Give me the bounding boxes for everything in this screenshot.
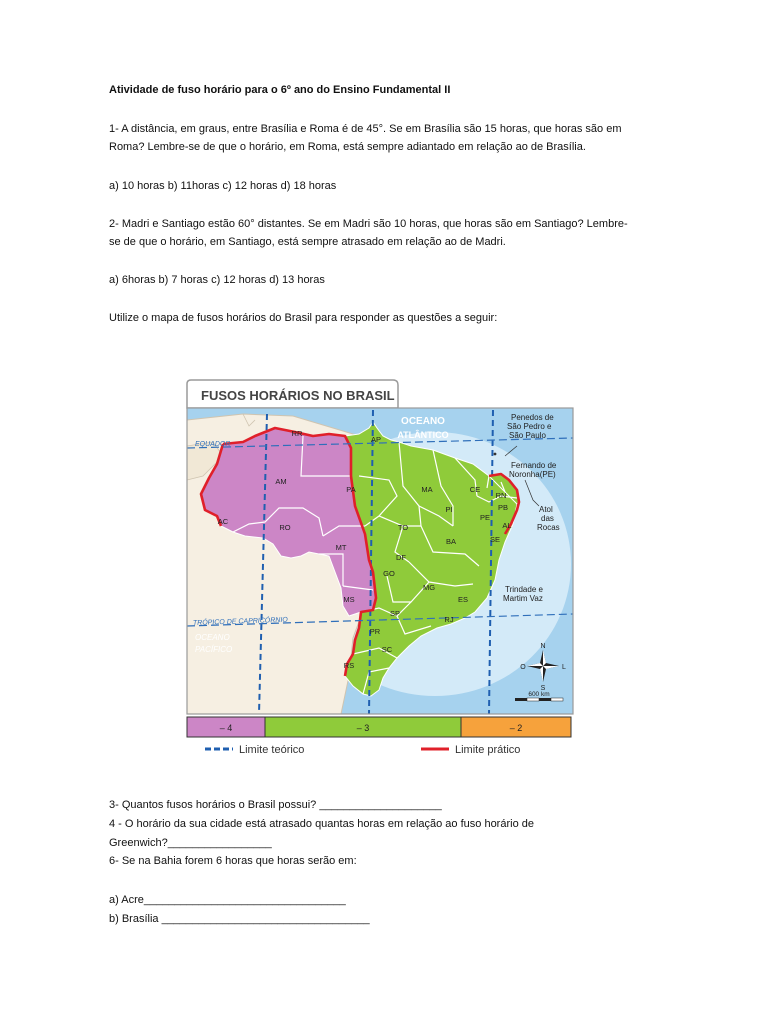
state-label-to: TO — [397, 523, 409, 532]
zone-label-minus-3: – 3 — [356, 723, 370, 733]
state-label-am: AM — [275, 477, 287, 486]
page-title: Atividade de fuso horário para o 6º ano do Ensino Fundamental II — [109, 84, 451, 96]
state-label-ma: MA — [421, 485, 433, 494]
state-label-go: GO — [383, 569, 395, 578]
island-label-penedos-1: Penedos de — [511, 413, 554, 422]
state-label-rj: RJ — [444, 615, 454, 624]
island-label-trindade-1: Trindade e — [505, 585, 543, 594]
time-zone-map — [183, 376, 575, 760]
compass-n: N — [540, 643, 546, 650]
state-label-mt: MT — [335, 543, 347, 552]
state-label-rr: RR — [291, 429, 303, 438]
island-label-atol-1: Atol — [539, 505, 553, 514]
question-2-line-1: 2- Madri e Santiago estão 60° distantes. Se em Madri são 10 horas, que horas são em Santiago? Lembre- — [109, 218, 628, 230]
island-label-atol-2: das — [541, 514, 554, 523]
state-label-ac: AC — [217, 517, 229, 526]
state-label-ba: BA — [445, 537, 457, 546]
state-label-df: DF — [396, 553, 406, 562]
pacific-ocean-label-2: PACÍFICO — [195, 645, 233, 654]
state-label-ro: RO — [279, 523, 291, 532]
island-label-penedos-2: São Pedro e — [507, 422, 552, 431]
island-label-noronha-1: Fernando de — [511, 461, 557, 470]
island-label-penedos-3: São Paulo — [509, 431, 546, 440]
question-6: 6- Se na Bahia forem 6 horas que horas serão em: — [109, 855, 357, 867]
state-label-sc: SC — [381, 645, 393, 654]
state-label-pr: PR — [369, 627, 381, 636]
state-label-rn: RN — [495, 491, 507, 500]
legend-practical-limit: Limite prático — [455, 744, 521, 756]
pacific-ocean-label-1: OCEANO — [195, 633, 230, 642]
state-label-es: ES — [457, 595, 469, 604]
question-6-item-a: a) Acre_________________________________ — [109, 894, 346, 906]
question-1-line-1: 1- A distância, em graus, entre Brasília e Roma é de 45°. Se em Brasília são 15 horas, que horas são em — [109, 123, 622, 135]
state-label-rs: RS — [343, 661, 355, 670]
atlantic-ocean-label-2: ATLÂNTICO — [397, 430, 449, 440]
question-4-line-2: Greenwich?_________________ — [109, 837, 272, 849]
state-label-mg: MG — [422, 583, 436, 592]
question-1-line-2: Roma? Lembre-se de que o horário, em Roma, está sempre adiantado em relação ao de Brasília. — [109, 141, 586, 153]
question-2-line-2: se de que o horário, em Santiago, está sempre atrasado em relação ao de Madri. — [109, 236, 506, 248]
state-label-ce: CE — [469, 485, 481, 494]
map-title: FUSOS HORÁRIOS NO BRASIL — [201, 388, 395, 403]
question-4-line-1: 4 - O horário da sua cidade está atrasado quantas horas em relação ao fuso horário de — [109, 818, 534, 830]
scale-bar — [515, 698, 563, 701]
zone-label-minus-4: – 4 — [219, 723, 233, 733]
equator-label: EQUADOR — [195, 441, 231, 448]
question-1-options: a) 10 horas b) 11horas c) 12 horas d) 18 horas — [109, 180, 337, 192]
zone-label-minus-2: – 2 — [509, 723, 523, 733]
question-2-options: a) 6horas b) 7 horas c) 12 horas d) 13 horas — [109, 274, 325, 286]
question-6-item-b: b) Brasília __________________________________ — [109, 913, 370, 925]
question-3: 3- Quantos fusos horários o Brasil possui? ____________________ — [109, 799, 442, 811]
tropic-label: TRÓPICO DE CAPRICÓRNIO — [192, 616, 288, 627]
atlantic-ocean-label-1: OCEANO — [401, 416, 445, 427]
state-label-pa: PA — [346, 485, 356, 494]
state-label-ap: AP — [370, 435, 382, 444]
island-label-noronha-2: Noronha(PE) — [509, 470, 556, 479]
map-instruction: Utilize o mapa de fusos horários do Brasil para responder as questões a seguir: — [109, 312, 498, 324]
state-label-al: AL — [502, 521, 512, 530]
compass-o: O — [520, 664, 526, 671]
state-label-sp: SP — [389, 609, 401, 618]
island-label-trindade-2: Martim Vaz — [503, 594, 543, 603]
island-label-atol-3: Rocas — [537, 523, 560, 532]
state-label-pe: PE — [479, 513, 491, 522]
compass-l: L — [562, 664, 566, 671]
compass-s: S — [540, 685, 546, 692]
state-label-pb: PB — [497, 503, 509, 512]
state-label-pi: PI — [445, 505, 453, 514]
state-label-ms: MS — [343, 595, 355, 604]
legend-theoretical-limit: Limite teórico — [239, 744, 305, 756]
state-label-se: SE — [489, 535, 501, 544]
scale-bar-label: 600 km — [528, 691, 550, 698]
